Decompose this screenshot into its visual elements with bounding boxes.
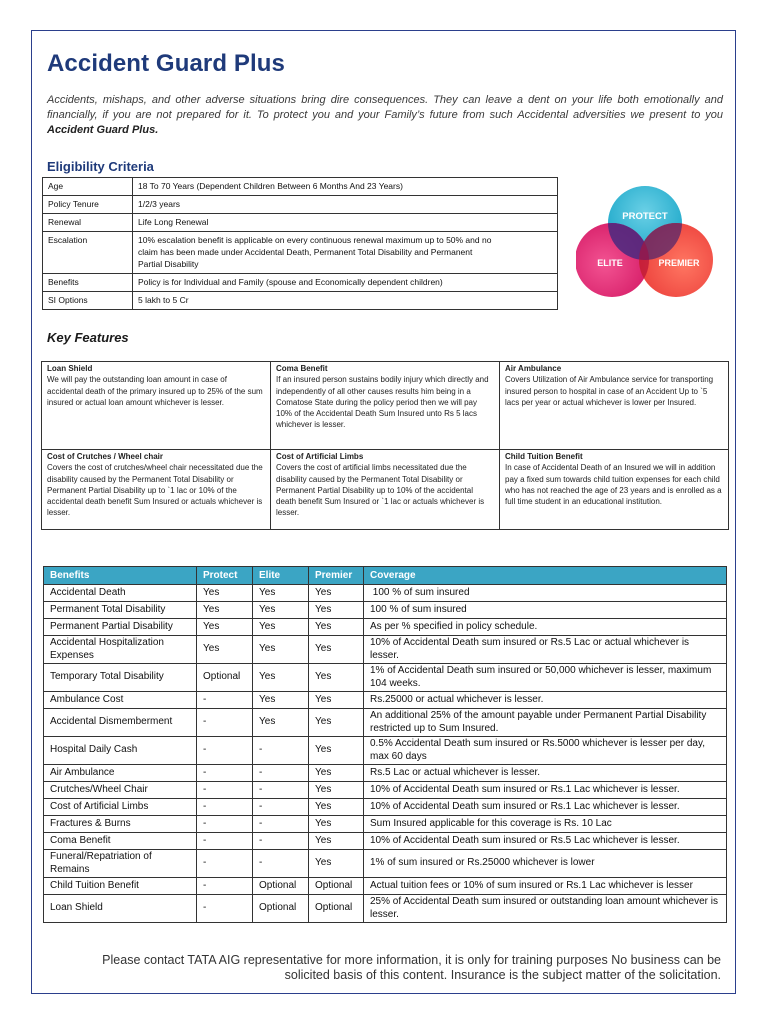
table-row <box>44 850 727 878</box>
benefit-name: Crutches/Wheel Chair <box>44 782 197 799</box>
protect-value: - <box>197 782 253 799</box>
criteria-value: 18 To 70 Years (Dependent Children Between 6 Months And 23 Years) <box>133 178 558 196</box>
venn-label-protect: PROTECT <box>622 211 668 222</box>
table-row <box>44 585 727 602</box>
footer-disclaimer: Please contact TATA AIG representative for more information, it is only for training purposes No business can be solicited basis of this content. Insurance is the subject matter of the solicitation. <box>102 953 721 982</box>
plan-venn-diagram <box>576 186 714 300</box>
table-row <box>43 232 558 274</box>
protect-value: Yes <box>197 585 253 602</box>
benefit-name: Cost of Artificial Limbs <box>44 799 197 816</box>
criteria-value: Life Long Renewal <box>133 214 558 232</box>
premier-value: Yes <box>309 765 364 782</box>
feature-cell <box>500 450 729 530</box>
table-header-row <box>44 567 727 585</box>
coverage-text: 1% of sum insured or Rs.25000 whichever is lower <box>364 850 727 878</box>
protect-value: - <box>197 799 253 816</box>
elite-value: - <box>253 765 309 782</box>
elite-value: - <box>253 816 309 833</box>
feature-text: Covers the cost of artificial limbs necessitated due the disability caused by the Permanent Total Disability or Permanent Partial Disability up to 10% of the accidental death benefit Sum Insured or `1 lac or actuals whichever is lesser. <box>276 463 485 518</box>
feature-text: Covers the cost of crutches/wheel chair necessitated due the disability caused by the Permanent Total Disability or Permanent Partial Disability up to `1 lac or 10% of the accidental death benefit Sum Insured or actuals whichever is lesser. <box>47 463 263 518</box>
elite-value: Yes <box>253 619 309 636</box>
premier-value: Yes <box>309 692 364 709</box>
benefit-name: Coma Benefit <box>44 833 197 850</box>
coverage-text: Rs.5 Lac or actual whichever is lesser. <box>364 765 727 782</box>
premier-value: Yes <box>309 585 364 602</box>
elite-value: - <box>253 737 309 765</box>
table-row <box>44 782 727 799</box>
benefit-name: Permanent Partial Disability <box>44 619 197 636</box>
premier-value: Yes <box>309 664 364 692</box>
coverage-text: 10% of Accidental Death sum insured or Rs.5 Lac whichever is lesser. <box>364 833 727 850</box>
key-features-heading: Key Features <box>47 330 129 345</box>
benefit-name: Accidental Dismemberment <box>44 709 197 737</box>
table-row <box>44 709 727 737</box>
eligibility-heading: Eligibility Criteria <box>47 159 154 174</box>
column-header: Coverage <box>364 567 727 585</box>
table-row <box>44 816 727 833</box>
elite-value: Yes <box>253 602 309 619</box>
benefit-name: Ambulance Cost <box>44 692 197 709</box>
feature-title: Child Tuition Benefit <box>505 452 583 461</box>
protect-value: Yes <box>197 619 253 636</box>
criteria-value: Policy is for Individual and Family (spouse and Economically dependent children) <box>133 274 558 292</box>
intro-text: Accidents, mishaps, and other adverse situations bring dire consequences. They can leave a dent on your life both emotionally and financially, if you are not prepared for it. To protect you and your Family’s future from such Accidental adversities we present to you <box>47 94 723 121</box>
elite-value: Optional <box>253 895 309 923</box>
table-row <box>42 450 729 530</box>
benefit-name: Temporary Total Disability <box>44 664 197 692</box>
criteria-value: 10% escalation benefit is applicable on every continuous renewal maximum up to 50% and no claim has been made under Accidental Death, Permanent Total Disability and Permanent Partial Disability <box>133 232 558 274</box>
elite-value: - <box>253 799 309 816</box>
premier-value: Optional <box>309 895 364 923</box>
benefits-table <box>43 566 727 923</box>
table-row <box>44 765 727 782</box>
column-header: Elite <box>253 567 309 585</box>
elite-value: Yes <box>253 664 309 692</box>
table-row <box>44 692 727 709</box>
table-row <box>44 799 727 816</box>
table-row <box>44 602 727 619</box>
benefit-name: Funeral/Repatriation of Remains <box>44 850 197 878</box>
protect-value: - <box>197 816 253 833</box>
intro-product-name: Accident Guard Plus. <box>47 124 159 136</box>
table-row <box>43 274 558 292</box>
column-header: Protect <box>197 567 253 585</box>
benefit-name: Hospital Daily Cash <box>44 737 197 765</box>
premier-value: Yes <box>309 782 364 799</box>
criteria-value: 1/2/3 years <box>133 196 558 214</box>
premier-value: Yes <box>309 850 364 878</box>
feature-text: In case of Accidental Death of an Insured we will in addition pay a fixed sum towards child tuition expenses for each child who has not reached the age of 23 years and is enrolled as a full time student in an educational institution. <box>505 463 722 507</box>
protect-value: - <box>197 692 253 709</box>
elite-value: Yes <box>253 636 309 664</box>
criteria-label: Renewal <box>43 214 133 232</box>
premier-value: Optional <box>309 878 364 895</box>
benefits-table-body <box>44 585 727 923</box>
table-row <box>43 178 558 196</box>
premier-value: Yes <box>309 737 364 765</box>
protect-value: - <box>197 833 253 850</box>
coverage-text: 10% of Accidental Death sum insured or Rs.1 Lac whichever is lesser. <box>364 799 727 816</box>
benefit-name: Accidental Hospitalization Expenses <box>44 636 197 664</box>
premier-value: Yes <box>309 602 364 619</box>
venn-label-premier: PREMIER <box>658 258 700 268</box>
coverage-text: Sum Insured applicable for this coverage is Rs. 10 Lac <box>364 816 727 833</box>
criteria-label: Policy Tenure <box>43 196 133 214</box>
premier-value: Yes <box>309 799 364 816</box>
premier-value: Yes <box>309 619 364 636</box>
feature-title: Air Ambulance <box>505 364 562 373</box>
feature-cell <box>271 450 500 530</box>
feature-cell <box>42 362 271 450</box>
feature-text: Covers Utilization of Air Ambulance service for transporting insured person to hospital in case of an Accident Up to `5 lacs per year or actual whichever is lower per Insured. <box>505 375 714 407</box>
coverage-text: 25% of Accidental Death sum insured or outstanding loan amount whichever is lesser. <box>364 895 727 923</box>
premier-value: Yes <box>309 816 364 833</box>
premier-value: Yes <box>309 833 364 850</box>
feature-text: We will pay the outstanding loan amount in case of accidental death of the primary insured up to 25% of the sum insured or actual loan amount whichever is lesser. <box>47 375 263 407</box>
coverage-text: Rs.25000 or actual whichever is lesser. <box>364 692 727 709</box>
coverage-text: As per % specified in policy schedule. <box>364 619 727 636</box>
elite-value: Yes <box>253 692 309 709</box>
elite-value: Yes <box>253 709 309 737</box>
protect-value: Optional <box>197 664 253 692</box>
benefit-name: Child Tuition Benefit <box>44 878 197 895</box>
table-row <box>44 895 727 923</box>
feature-cell <box>500 362 729 450</box>
benefit-name: Permanent Total Disability <box>44 602 197 619</box>
eligibility-table <box>42 177 558 310</box>
coverage-text: 10% of Accidental Death sum insured or Rs.5 Lac or actual whichever is lesser. <box>364 636 727 664</box>
intro-paragraph <box>47 93 723 138</box>
key-features-table <box>41 361 729 530</box>
venn-label-elite: ELITE <box>597 258 623 268</box>
coverage-text: 1% of Accidental Death sum insured or 50,000 whichever is lesser, maximum 104 weeks. <box>364 664 727 692</box>
protect-value: Yes <box>197 636 253 664</box>
criteria-label: Age <box>43 178 133 196</box>
protect-value: - <box>197 895 253 923</box>
table-row <box>44 878 727 895</box>
elite-value: - <box>253 782 309 799</box>
criteria-value: 5 lakh to 5 Cr <box>133 292 558 310</box>
protect-value: - <box>197 850 253 878</box>
table-row <box>44 664 727 692</box>
protect-value: - <box>197 737 253 765</box>
feature-title: Cost of Crutches / Wheel chair <box>47 452 164 461</box>
page-title: Accident Guard Plus <box>47 50 285 77</box>
column-header: Benefits <box>44 567 197 585</box>
benefit-name: Air Ambulance <box>44 765 197 782</box>
feature-title: Coma Benefit <box>276 364 328 373</box>
elite-value: Yes <box>253 585 309 602</box>
protect-value: Yes <box>197 602 253 619</box>
benefit-name: Loan Shield <box>44 895 197 923</box>
table-row <box>43 196 558 214</box>
coverage-text: 0.5% Accidental Death sum insured or Rs.5000 whichever is lesser per day, max 60 days <box>364 737 727 765</box>
coverage-text: An additional 25% of the amount payable under Permanent Partial Disability restricted up to Sum Insured. <box>364 709 727 737</box>
coverage-text: Actual tuition fees or 10% of sum insured or Rs.1 Lac whichever is lesser <box>364 878 727 895</box>
protect-value: - <box>197 878 253 895</box>
feature-cell <box>42 450 271 530</box>
table-row <box>44 619 727 636</box>
table-row <box>44 737 727 765</box>
criteria-label: SI Options <box>43 292 133 310</box>
table-row <box>44 833 727 850</box>
elite-value: - <box>253 850 309 878</box>
premier-value: Yes <box>309 636 364 664</box>
benefit-name: Accidental Death <box>44 585 197 602</box>
table-row <box>42 362 729 450</box>
feature-title: Loan Shield <box>47 364 93 373</box>
table-row <box>43 292 558 310</box>
criteria-label: Escalation <box>43 232 133 274</box>
elite-value: Optional <box>253 878 309 895</box>
premier-value: Yes <box>309 709 364 737</box>
coverage-text: 100 % of sum insured <box>364 602 727 619</box>
benefit-name: Fractures & Burns <box>44 816 197 833</box>
protect-value: - <box>197 765 253 782</box>
protect-value: - <box>197 709 253 737</box>
feature-text: If an insured person sustains bodily injury which directly and independently of all other causes results him being in a Comatose State during the policy period then we will pay 10% of the Accidental Death Sum Insured unto Rs 5 lacs whichever is lesser. <box>276 375 489 430</box>
coverage-text: 10% of Accidental Death sum insured or Rs.1 Lac whichever is lesser. <box>364 782 727 799</box>
elite-value: - <box>253 833 309 850</box>
feature-cell <box>271 362 500 450</box>
coverage-text: 100 % of sum insured <box>364 585 727 602</box>
column-header: Premier <box>309 567 364 585</box>
feature-title: Cost of Artificial Limbs <box>276 452 364 461</box>
criteria-label: Benefits <box>43 274 133 292</box>
table-row <box>43 214 558 232</box>
table-row <box>44 636 727 664</box>
